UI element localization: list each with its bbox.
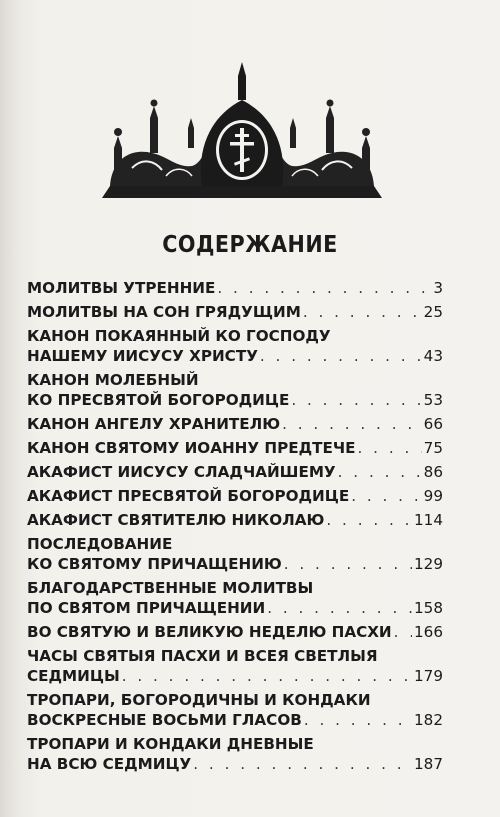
dot-leader	[282, 414, 422, 434]
toc-entry-title-line: МОЛИТВЫ УТРЕННИЕ	[27, 279, 216, 297]
toc-page-number: 166	[414, 623, 443, 641]
toc-entry-title-line: КАНОН МОЛЕБНЫЙ	[27, 371, 199, 389]
toc-entry-title-line: АКАФИСТ ПРЕСВЯТОЙ БОГОРОДИЦЕ	[27, 487, 350, 505]
toc-entry	[27, 690, 443, 730]
dot-leader	[351, 486, 421, 506]
toc-entry-title-line: АКАФИСТ ИИСУСУ СЛАДЧАЙШЕМУ	[27, 463, 336, 481]
toc-entry	[27, 622, 443, 642]
toc-page-number: 43	[423, 347, 443, 365]
toc-page-number: 179	[414, 667, 443, 685]
dot-leader	[267, 598, 412, 618]
toc-page-number: 66	[423, 415, 443, 433]
dot-leader	[358, 438, 422, 458]
toc-entry-title-line: ЧАСЫ СВЯТЫЯ ПАСХИ И ВСЕЯ СВЕТЛЫЯ	[27, 647, 378, 665]
toc-entry	[27, 486, 443, 506]
toc-page-number: 182	[414, 711, 443, 729]
dot-leader	[394, 622, 412, 642]
toc-entry	[27, 438, 443, 458]
dot-leader	[303, 302, 422, 322]
toc-entry-title-line: СЕДМИЦЫ	[27, 667, 120, 685]
toc-entry-title-line: МОЛИТВЫ НА СОН ГРЯДУЩИМ	[27, 303, 301, 321]
toc-page-number: 187	[414, 755, 443, 773]
toc-entry	[27, 646, 443, 686]
ornamental-headpiece-cross-icon	[92, 58, 392, 208]
toc-entry	[27, 326, 443, 366]
dot-leader	[260, 346, 422, 366]
toc-page-number: 75	[423, 439, 443, 457]
toc-entry-title-line: ВОСКРЕСНЫЕ ВОСЬМИ ГЛАСОВ	[27, 711, 302, 729]
toc-entry	[27, 578, 443, 618]
dot-leader	[284, 554, 412, 574]
toc-entry-title-line: НА ВСЮ СЕДМИЦУ	[27, 755, 192, 773]
toc-entry	[27, 462, 443, 482]
dot-leader	[193, 754, 412, 774]
toc-entry-title-line: ВО СВЯТУЮ И ВЕЛИКУЮ НЕДЕЛЮ ПАСХИ	[27, 623, 392, 641]
toc-entry-title-line: ТРОПАРИ И КОНДАКИ ДНЕВНЫЕ	[27, 735, 314, 753]
toc-entry	[27, 510, 443, 530]
toc-entry-title-line: АКАФИСТ СВЯТИТЕЛЮ НИКОЛАЮ	[27, 511, 325, 529]
dot-leader	[304, 710, 412, 730]
toc-entry-title-line: ПОСЛЕДОВАНИЕ	[27, 535, 173, 553]
toc-entry-title-line: БЛАГОДАРСТВЕННЫЕ МОЛИТВЫ	[27, 579, 314, 597]
toc-entry	[27, 534, 443, 574]
page-title: СОДЕРЖАНИЕ	[162, 232, 338, 258]
table-of-contents	[27, 278, 443, 778]
toc-page-number: 114	[414, 511, 443, 529]
toc-page-number: 158	[414, 599, 443, 617]
toc-page-number: 25	[423, 303, 443, 321]
toc-page-number: 3	[433, 279, 443, 297]
dot-leader	[291, 390, 421, 410]
toc-entry-title-line: ТРОПАРИ, БОГОРОДИЧНЫ И КОНДАКИ	[27, 691, 371, 709]
toc-entry	[27, 414, 443, 434]
toc-entry	[27, 302, 443, 322]
toc-entry	[27, 734, 443, 774]
toc-entry-title-line: НАШЕМУ ИИСУСУ ХРИСТУ	[27, 347, 258, 365]
dot-leader	[338, 462, 422, 482]
toc-entry	[27, 370, 443, 410]
toc-entry-title-line: КО СВЯТОМУ ПРИЧАЩЕНИЮ	[27, 555, 282, 573]
toc-entry-title-line: КО ПРЕСВЯТОЙ БОГОРОДИЦЕ	[27, 391, 290, 409]
dot-leader	[217, 278, 431, 298]
toc-page-number: 86	[423, 463, 443, 481]
toc-page-number: 99	[423, 487, 443, 505]
toc-entry-title-line: КАНОН ПОКАЯННЫЙ КО ГОСПОДУ	[27, 327, 331, 345]
dot-leader	[326, 510, 412, 530]
toc-entry	[27, 278, 443, 298]
toc-entry-title-line: КАНОН СВЯТОМУ ИОАННУ ПРЕДТЕЧЕ	[27, 439, 356, 457]
dot-leader	[122, 666, 412, 686]
toc-page-number: 53	[423, 391, 443, 409]
toc-page-number: 129	[414, 555, 443, 573]
toc-entry-title-line: ПО СВЯТОМ ПРИЧАЩЕНИИ	[27, 599, 266, 617]
toc-entry-title-line: КАНОН АНГЕЛУ ХРАНИТЕЛЮ	[27, 415, 281, 433]
